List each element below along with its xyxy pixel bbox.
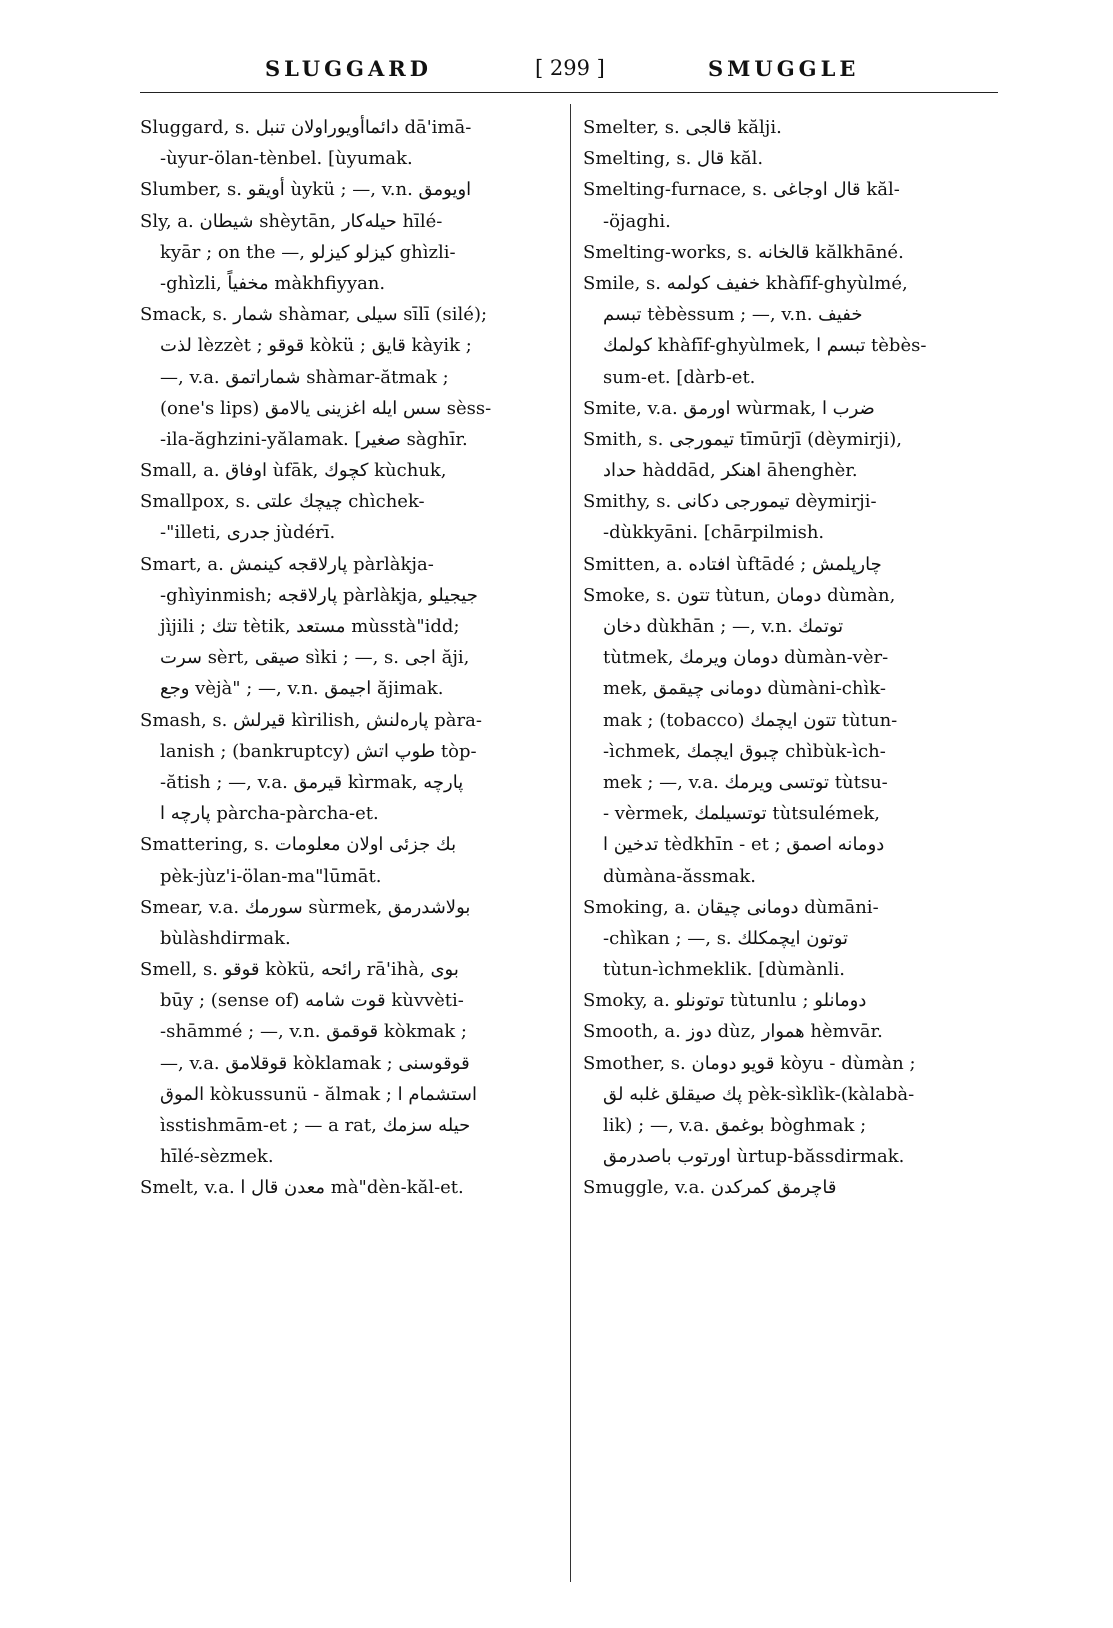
header-rule <box>140 92 998 93</box>
entry-continuation-line: الموق kòkussunü - ălmak ; استشمام ا <box>160 1083 477 1105</box>
dictionary-entry <box>140 112 555 174</box>
column-divider <box>570 104 571 1582</box>
entry-headline: Smelting-works, s. قالخانه kălkhāné. <box>583 241 904 263</box>
entry-continuation-line: hīlé-sèzmek. <box>160 1146 274 1168</box>
entry-continuation-line: تدخين ا tèdkhīn - et ; دومانه اصمق <box>603 834 885 856</box>
entry-continuation-line: kyār ; on the —, كيزلو كيزلو ghìzli- <box>160 241 456 263</box>
entry-headline: Smuggle, v.a. قاچرمق كمركدن <box>583 1177 837 1199</box>
entry-continuation-line: وجع vèjà" ; —, v.n. اجيمق ăjimak. <box>160 678 444 700</box>
entry-headline: Smelting-furnace, s. قال اوجاغى kăl- <box>583 179 900 201</box>
entry-headline: Sly, a. شيطان shèytān, حيلەكار hīlé- <box>140 210 443 232</box>
dictionary-entry <box>583 985 998 1016</box>
entry-continuation-line: bùlàshdirmak. <box>160 927 291 949</box>
dictionary-entry <box>583 1172 998 1203</box>
dictionary-entry <box>583 393 998 424</box>
dictionary-entry <box>583 486 998 548</box>
dictionary-entry <box>583 892 998 986</box>
dictionary-entry <box>140 455 555 486</box>
entry-continuation-line: پارچه ا pàrcha-pàrcha-et. <box>160 803 379 825</box>
entry-continuation-line: mak ; (tobacco) تتون ايچمك tùtun- <box>603 709 898 731</box>
dictionary-entry <box>140 705 555 830</box>
dictionary-entry <box>583 268 998 393</box>
dictionary-entry <box>583 1016 998 1047</box>
dictionary-entry <box>140 1172 555 1203</box>
entry-continuation-line: -ghìyinmish; پارلاقجه pàrlàkja, جيجيلو <box>160 584 478 606</box>
running-header <box>130 56 1000 88</box>
entry-continuation-line: پك صيقلق غلبه لق pèk-sìklìk-(kàlabà- <box>603 1083 915 1105</box>
entry-continuation-line: -dùkkyāni. [chārpilmish. <box>603 522 825 544</box>
entry-headline: Smoke, s. تتون tùtun, دومان dùmàn, <box>583 584 896 606</box>
page-number: [ 299 ] <box>535 56 605 80</box>
entry-continuation-line: -ùyur-ölan-tènbel. [ùyumak. <box>160 148 413 170</box>
entry-continuation-line: lanish ; (bankruptcy) طوپ اتش tòp- <box>160 740 477 762</box>
entry-continuation-line: —, v.a. قوقلامق kòklamak ; قوقوسنى <box>160 1052 470 1074</box>
entry-continuation-line: -ila-ăghzini-yălamak. [صغير sàghīr. <box>160 428 468 450</box>
entry-continuation-line: -ghìzli, مخفياً màkhfiyyan. <box>160 272 386 294</box>
dictionary-entry <box>583 580 998 892</box>
entry-headline: Smelter, s. قالجى kălji. <box>583 117 782 138</box>
dictionary-entry <box>583 424 998 486</box>
dictionary-entry <box>583 237 998 268</box>
dictionary-entry <box>583 112 998 143</box>
entry-headline: Smell, s. قوقو kòkü, رائحه rā'ihà, بوى <box>140 959 459 981</box>
entry-continuation-line: pèk-jùz'i-ölan-ma"lūmāt. <box>160 865 382 887</box>
dictionary-entry <box>140 954 555 1172</box>
entry-continuation-line: تبسم tèbèssum ; —, v.n. خفيف <box>603 304 863 326</box>
entry-continuation-line: tùtmek, دومان ويرمك dùmàn-vèr- <box>603 647 889 669</box>
entry-continuation-line: -ìchmek, چبوق ايچمك chìbùk-ìch- <box>603 740 886 762</box>
entry-continuation-line: tùtun-ìchmeklik. [dùmànli. <box>603 959 846 981</box>
entry-continuation-line: حداد hàddād, اهنكر āhenghèr. <box>603 460 858 482</box>
dictionary-entry <box>140 206 555 300</box>
entry-headline: Smelt, v.a. معدن قال ا mà"dèn-kăl-et. <box>140 1177 464 1199</box>
entry-continuation-line: mek, دومانى چيقمق dùmàni-chìk- <box>603 678 886 700</box>
dictionary-entry <box>583 1048 998 1173</box>
dictionary-entry <box>140 829 555 891</box>
entry-continuation-line: būy ; (sense of) قوت شامه kùvvèti- <box>160 990 464 1012</box>
entry-headline: Smother, s. قويو دومان kòyu - dùmàn ; <box>583 1052 916 1074</box>
entry-continuation-line: لذت lèzzèt ; قوقو kòkü ; قايق kàyik ; <box>160 335 472 357</box>
entry-headline: Smart, a. پارلاقجه كينمش pàrlàkja- <box>140 553 434 575</box>
entry-headline: Smooth, a. دوز dùz, هموار hèmvār. <box>583 1021 883 1043</box>
dictionary-entry <box>140 174 555 205</box>
entry-continuation-line: lik) ; —, v.a. بوغمق bòghmak ; <box>603 1115 867 1136</box>
entry-continuation-line: sum-et. [dàrb-et. <box>603 366 756 388</box>
entry-continuation-line: - vèrmek, توتسيلمك tùtsulémek, <box>603 803 881 825</box>
right-column <box>583 112 998 1204</box>
entry-continuation-line: -chìkan ; —, s. توتون ايچمكلك <box>603 927 849 949</box>
entry-continuation-line: dùmàna-ăssmak. <box>603 865 756 887</box>
entry-continuation-line: jìjili ; تتك tètik, مستعد mùsstà"idd; <box>160 616 460 637</box>
header-left-guideword: SLUGGARD <box>265 56 432 81</box>
entry-headline: Small, a. اوفاق ùfāk, كچوك kùchuk, <box>140 460 447 482</box>
entry-continuation-line: ìsstishmām-et ; — a rat, حيله سزمك <box>160 1115 471 1136</box>
entry-continuation-line: —, v.a. شماراتمق shàmar-ătmak ; <box>160 366 449 388</box>
entry-continuation-line: كولمك khàfīf-ghyùlmek, تبسم ا tèbès- <box>603 335 927 357</box>
dictionary-entry <box>140 486 555 548</box>
entry-headline: Smack, s. شمار shàmar, سيلى sīlī (silé); <box>140 304 488 326</box>
entry-headline: Smoky, a. توتونلو tùtunlu ; دومانلو <box>583 990 867 1012</box>
dictionary-entry <box>583 549 998 580</box>
entry-headline: Smattering, s. بك جزئى اولان معلومات <box>140 834 457 856</box>
entry-headline: Smite, v.a. اورمق wùrmak, ضرب ا <box>583 397 875 419</box>
entry-continuation-line: سرت sèrt, صيقى sìki ; —, s. اجى ăji, <box>160 647 470 669</box>
entry-headline: Smear, v.a. سورمك sùrmek, بولاشدرمق <box>140 896 471 918</box>
dictionary-entry <box>140 549 555 705</box>
entry-headline: Smash, s. قيرلش kìrilish, پارەلنش pàra- <box>140 709 482 731</box>
entry-headline: Smallpox, s. چيچك علتى chìchek- <box>140 491 425 513</box>
left-column <box>140 112 555 1204</box>
entry-headline: Smelting, s. قال kăl. <box>583 148 764 170</box>
entry-continuation-line: mek ; —, v.a. توتسى ويرمك tùtsu- <box>603 771 888 793</box>
entry-headline: Smith, s. تيمورجى tīmūrjī (dèymirji), <box>583 428 902 450</box>
entry-continuation-line: (one's lips) سس ايله اغزينى يالامق sèss- <box>160 397 492 419</box>
entry-headline: Slumber, s. أويقو ùykü ; —, v.n. اويومق <box>140 179 472 201</box>
entry-headline: Smoking, a. دومانى چيقان dùmāni- <box>583 896 879 918</box>
entry-headline: Smile, s. خفيف كولمه khàfīf-ghyùlmé, <box>583 272 908 294</box>
dictionary-entry <box>583 143 998 174</box>
entry-continuation-line: -"illeti, جدرى jùdérī. <box>160 522 336 544</box>
dictionary-entry <box>140 299 555 455</box>
dictionary-entry <box>140 892 555 954</box>
entry-headline: Smitten, a. افتاده ùftādé ; چارپلمش <box>583 553 882 575</box>
entry-continuation-line: -shāmmé ; —, v.n. قوقمق kòkmak ; <box>160 1021 467 1043</box>
entry-headline: Smithy, s. تيمورجى دكانى dèymirji- <box>583 491 877 513</box>
dictionary-entry <box>583 174 998 236</box>
entry-continuation-line: دخان dùkhān ; —, v.n. توتمك <box>603 616 844 637</box>
entry-continuation-line: -öjaghi. <box>603 210 671 232</box>
header-right-guideword: SMUGGLE <box>708 56 860 81</box>
entry-continuation-line: -ătish ; —, v.a. قيرمق kìrmak, پارچه <box>160 771 464 793</box>
entry-headline: Sluggard, s. دائماأويوراولان تنبل dā'imā- <box>140 117 472 138</box>
entry-continuation-line: اورتوب باصدرمق ùrtup-băssdirmak. <box>603 1146 905 1168</box>
